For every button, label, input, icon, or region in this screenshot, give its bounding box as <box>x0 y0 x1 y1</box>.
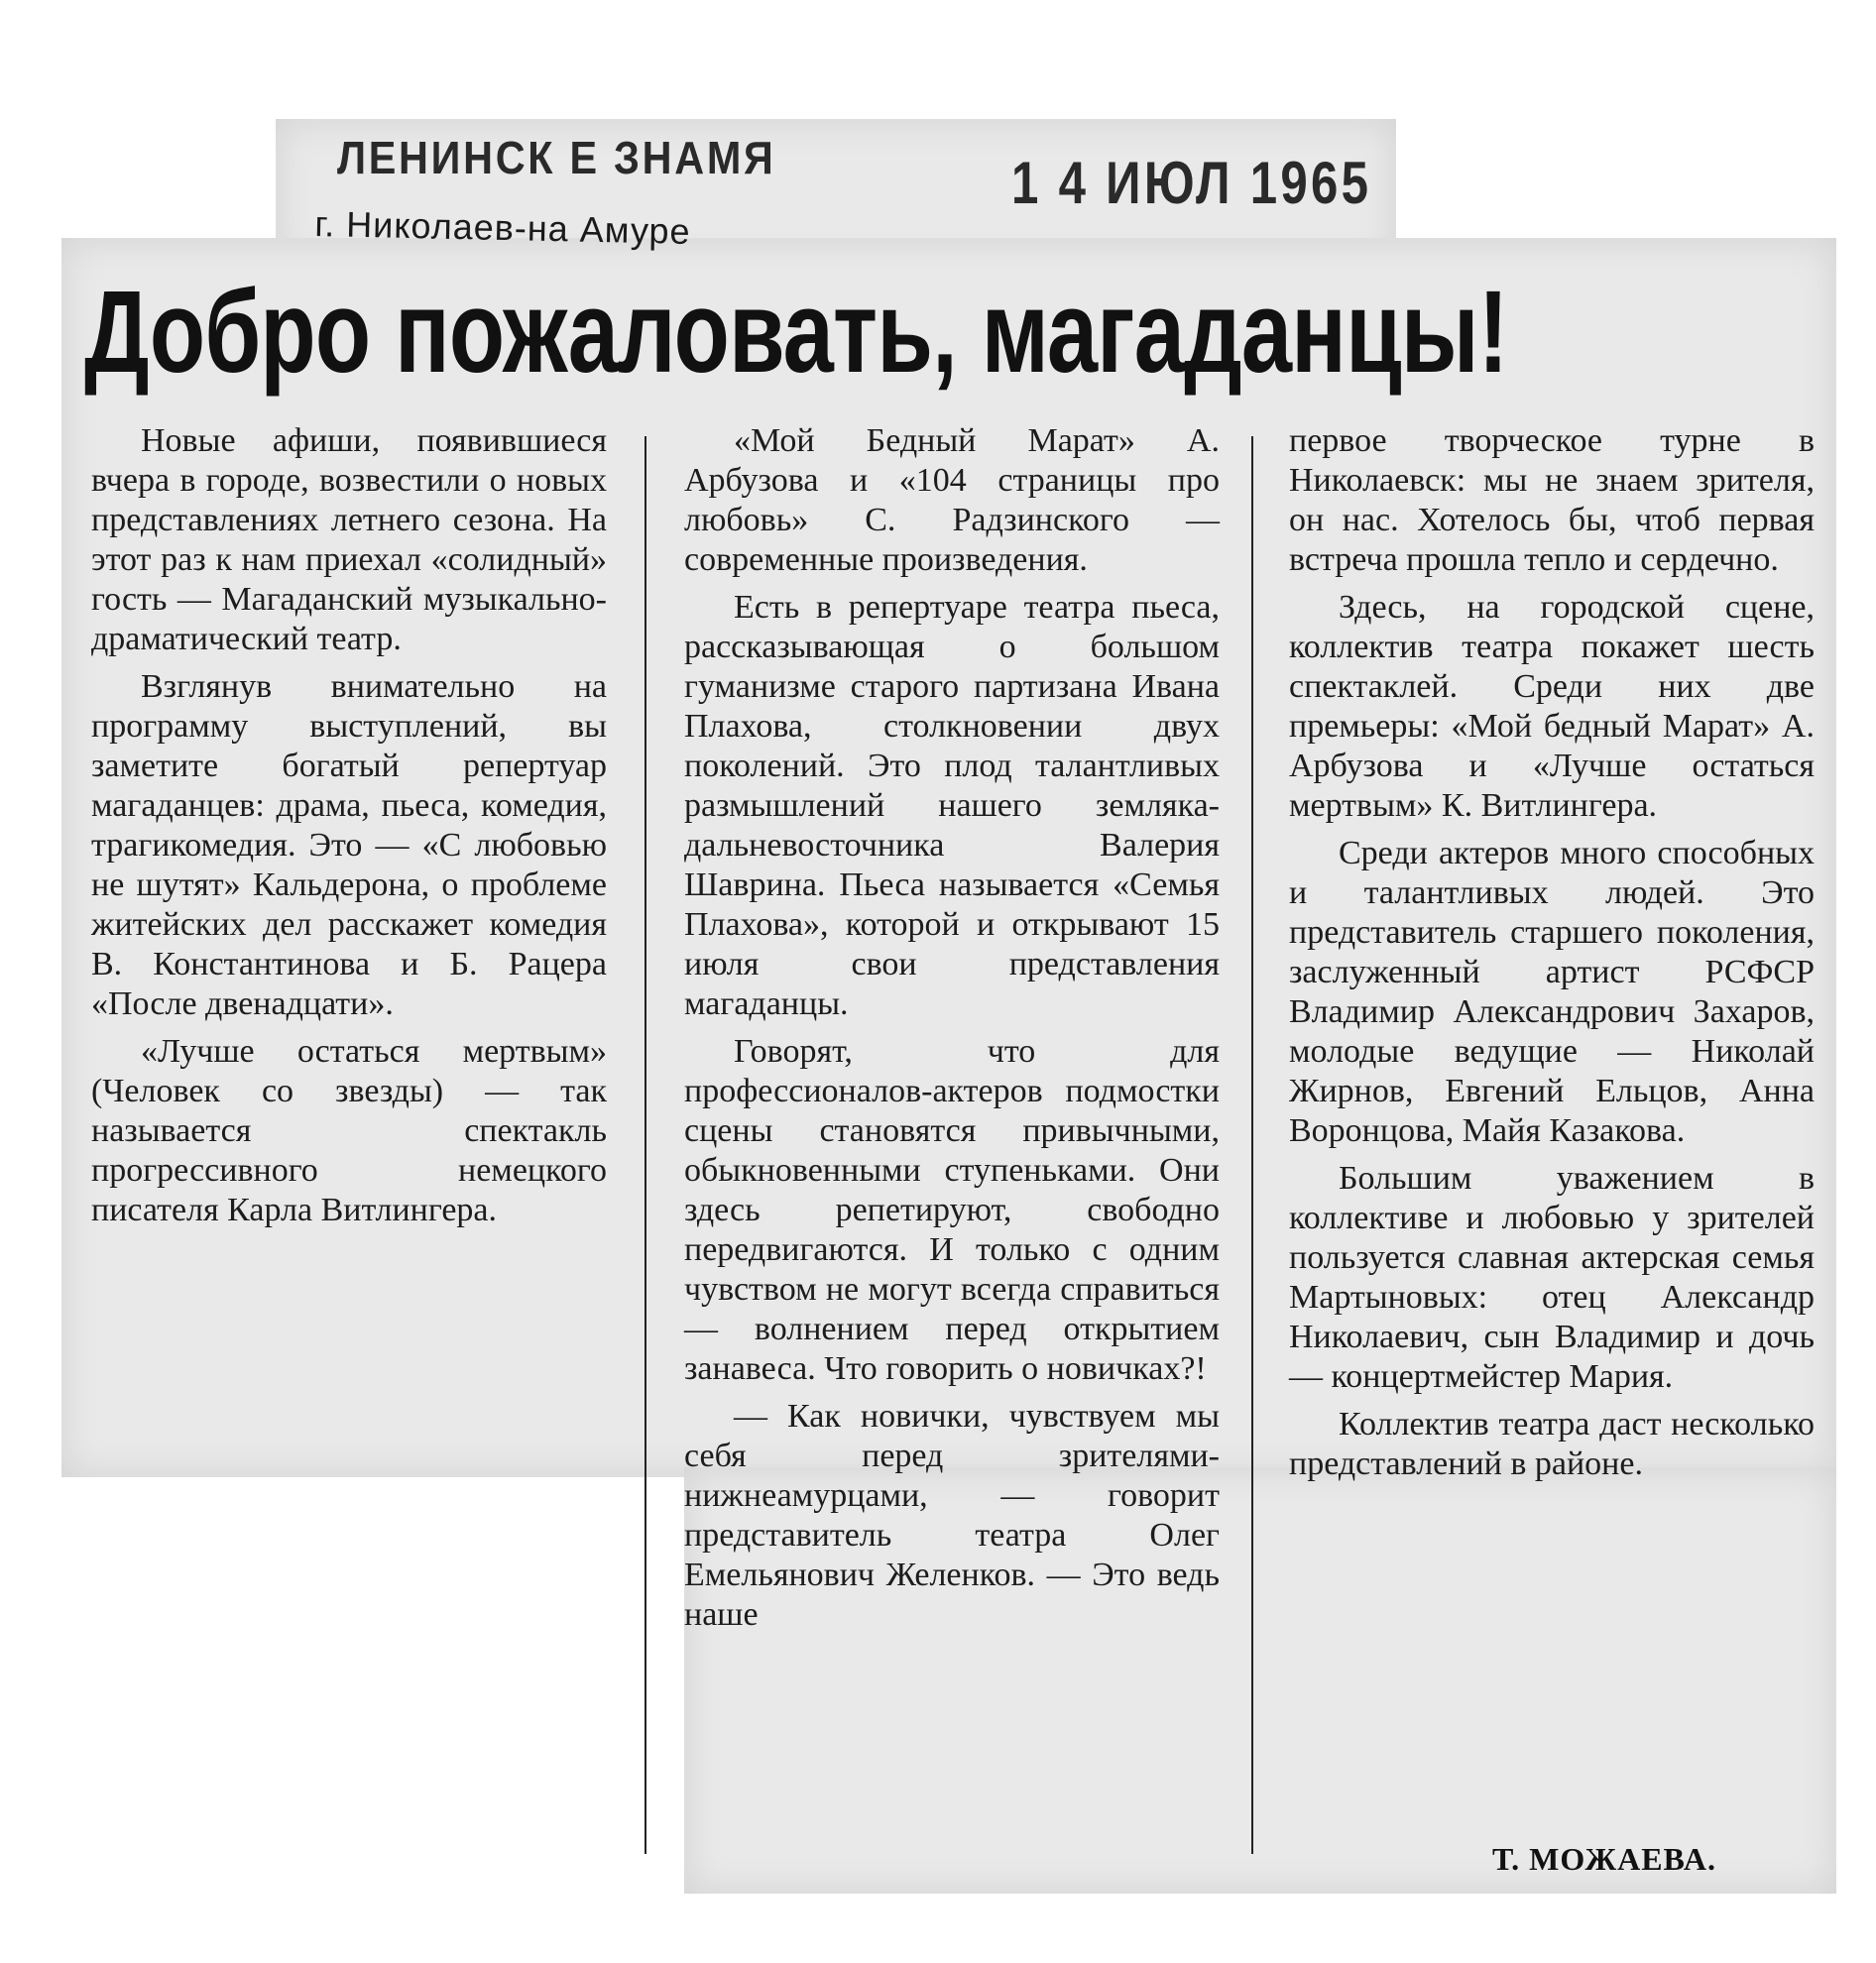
author-signature: Т. МОЖАЕВА. <box>1492 1841 1716 1877</box>
paragraph: — Как новички, чувствуем мы себя перед зрителями-нижнеамурцами, — говорит представитель театра Олег Емельянович Желенков. — Это ведь наше <box>684 1398 1220 1633</box>
article-column-2 <box>684 421 1220 1643</box>
paragraph: «Мой Бедный Марат» А. Арбузова и «104 страницы про любовь» С. Радзинского — современные произведения. <box>684 422 1220 578</box>
column-divider <box>645 436 646 1854</box>
city-stamp: г. Николаев-на Амуре <box>314 203 692 252</box>
column-divider <box>1251 436 1253 1854</box>
article-headline: Добро пожаловать, магаданцы! <box>84 267 1508 398</box>
paragraph: Есть в репертуаре театра пьеса, рассказывающая о большом гуманизме старого партизана Ивана Плахова, столкновении двух поколений. Это плод талантливых размышлений нашего земляка-дальневосточника Валерия Шаврина. Пьеса называется «Семья Плахова», которой и открывают 15 июля свои представления магаданцы. <box>684 589 1220 1022</box>
article-column-3 <box>1289 421 1815 1492</box>
paragraph: Коллектив театра даст несколько представлений в районе. <box>1289 1406 1815 1482</box>
paragraph: первое творческое турне в Николаевск: мы не знаем зрителя, он нас. Хотелось бы, чтоб первая встреча прошла тепло и сердечно. <box>1289 422 1815 578</box>
paragraph: Новые афиши, появившиеся вчера в городе, возвестили о новых представлениях летнего сезона. На этот раз к нам приехал «солидный» гость — Магаданский музыкально-драматический театр. <box>91 422 607 657</box>
paragraph: «Лучше остаться мертвым» (Человек со звезды) — так называется спектакль прогрессивного немецкого писателя Карла Витлингера. <box>91 1033 607 1228</box>
date-stamp: 1 4 ИЮЛ 1965 <box>1011 150 1372 216</box>
article-column-1 <box>91 421 607 1238</box>
paragraph: Большим уважением в коллективе и любовью у зрителей пользуется славная актерская семья Мартыновых: отец Александр Николаевич, сын Владимир и дочь — концертмейстер Мария. <box>1289 1160 1815 1395</box>
paragraph: Взглянув внимательно на программу выступлений, вы заметите богатый репертуар магаданцев: драма, пьеса, комедия, трагикомедия. Это — «С любовью не шутят» Кальдерона, о проблеме житейских дел расскажет комедия В. Константинова и Б. Рацера «После двенадцати». <box>91 668 607 1022</box>
paragraph: Здесь, на городской сцене, коллектив театра покажет шесть спектаклей. Среди них две премьеры: «Мой бедный Марат» А. Арбузова и «Лучше остаться мертвым» К. Витлингера. <box>1289 589 1815 824</box>
newspaper-name-stamp: ЛЕНИНСК Е ЗНАМЯ <box>337 132 776 183</box>
paragraph: Среди актеров много способных и талантливых людей. Это представитель старшего поколения, заслуженный артист РСФСР Владимир Александрович Захаров, молодые ведущие — Николай Жирнов, Евгений Ельцов, Анна Воронцова, Майя Казакова. <box>1289 835 1815 1149</box>
paragraph: Говорят, что для профессионалов-актеров подмостки сцены становятся привычными, обыкновенными ступеньками. Они здесь репетируют, свободно передвигаются. И только с одним чувством не могут всегда справиться — волнением перед открытием занавеса. Что говорить о новичках?! <box>684 1033 1220 1387</box>
